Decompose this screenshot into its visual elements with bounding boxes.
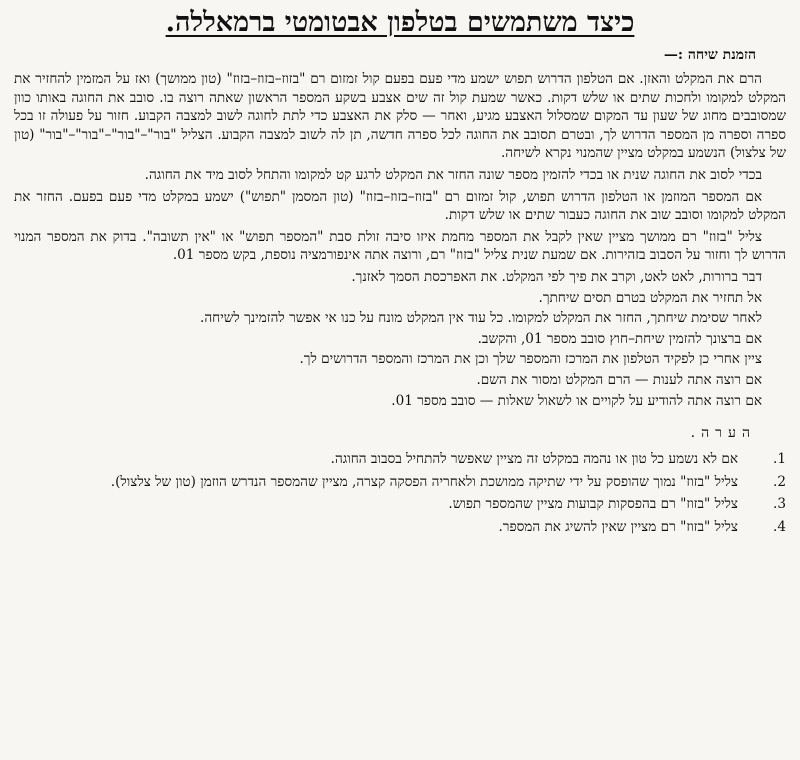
instruction-line: לאחר שסימת שיחתך, החזר את המקלט למקומו. כל עוד אין המקלט מונח על כנו אי אפשר להזמינך לשיחה. (200, 310, 762, 327)
notes-heading: הערה. (690, 425, 756, 442)
notes-list (14, 450, 786, 536)
instruction-line: אם רוצה אתה לענות — הרם המקלט ומסור את השם. (476, 371, 762, 388)
instruction-line: דבר ברורות, לאט לאט, וקרב את פיך לפי המקלט. את האפרכסת הסמך לאזנך. (351, 268, 762, 285)
note-number: 3. (773, 496, 786, 513)
instruction-line: ציין אחרי כן לפקיד הטלפון את המרכז והמספר שלך וכן את המרכז והמספר הדרושים לך. (299, 351, 762, 368)
note-number: 1. (773, 451, 786, 468)
note-text: אם לא נשמע כל טון או נהמה במקלט זה מציין שאפשר להתחיל בסבוב החוגה. (330, 451, 738, 468)
paragraph: בכדי לסוב את החוגה שנית או בכדי להזמין מספר שונה החזר את המקלט לרגע קט למקומו והתחל לסוב מיד את החוגה. (144, 166, 762, 183)
note-text: צליל "בזוז" רם בהפסקות קבועות מציין שהמספר תפוש. (448, 496, 738, 513)
note-text: צליל "בזוז" נמוך שהופסק על ידי שתיקה ממושכת ולאחריה הפסקה קצרה, מציין שהמספר הנדרש הוזמן (טון של צלצול). (110, 473, 738, 490)
page-title: כיצד משתמשים בטלפון אבטומטי ברמאללה. (165, 7, 635, 38)
instruction-line: אם ברצונך להזמין שיחת–חוץ סובב מספר 01, והקשב. (477, 330, 762, 347)
paragraph: הרם את המקלט והאזן. אם הטלפון הדרוש תפוש ישמע מדי פעם בפעם קול זמזום רם "בזוז–בזוז–בזוז" (טון ממושך) ואז על המזמין להחזיר את המקלט למקומו ולחכות שתים או שלש דקות. כאשר שמעת קול זה שים אצבע בשקע המספר הראשון שאתה רוצה בו. סובב את החוגה באותו כוון שמסובבים מחוג של שעון עד המקום שמסלול האצבע מגיע, ואחר — סלק את האצבע כדי לתת לחוגה לשוב למצבה הקבוע. חזור על פעולה זו בכל ספרה וספרה מן המספר הדרוש לך, ובטרם תסובב את החוגה לכל ספרה חדשה, תן לה לשוב למצבה הקבוע. הצליל "בור"–"בור"–"בור"–"בור" (טון של צלצול) הנשמע במקלט מציין שהמנוי נקרא לשיחה. (14, 71, 786, 162)
paragraph: צליל "בזוז" רם ממושך מציין שאין לקבל את המספר מחמת איזו סיבה זולת סבת "המספר תפוש" או "אין תשובה". בדוק את המספר המנוי הדרוש לך וחזור על הסבוב בזהירות. אם שמעת שנית צליל "בזוז" רם, ורוצה אתה אינפורמציה נוספת, בקש מספר 01. (14, 228, 786, 264)
note-item (14, 495, 786, 514)
note-item (14, 473, 786, 492)
paragraph: אם המספר המוזמן או הטלפון הדרוש תפוש, קול זמזום רם "בזוז–בזוז–בזוז" (טון המסמן "תפוש") ישמע במקלט מדי פעם בפעם. החזר את המקלט למקומו וסובב שוב את החוגה כעבור שתים או שלש דקות. (14, 188, 786, 224)
note-item (14, 450, 786, 469)
section-heading: הזמנת שיחה :— (663, 47, 756, 63)
instruction-line: אם רוצה אתה להודיע על לקויים או לשאול שאלות — סובב מספר 01. (391, 392, 762, 409)
instruction-line: אל תחזיר את המקלט בטרם תסים שיחתך. (538, 289, 762, 306)
note-text: צליל "בזוז" רם מציין שאין להשיג את המספר. (498, 518, 738, 535)
note-number: 2. (773, 473, 786, 490)
note-number: 4. (773, 518, 786, 535)
note-item (14, 518, 786, 537)
